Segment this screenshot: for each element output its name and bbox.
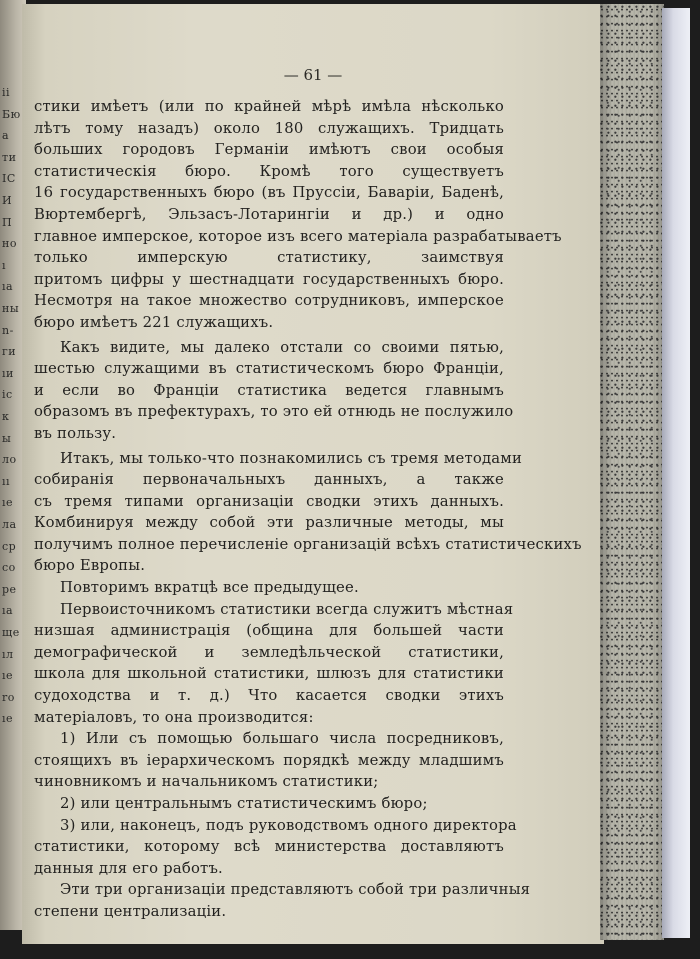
- adjacent-page-text-fragment: ıа: [2, 604, 14, 618]
- text-line: лѣтъ тому назадъ) около 180 служащихъ. Тридцать: [34, 119, 504, 137]
- text-line: Первоисточникомъ статистики всегда служитъ мѣстная: [60, 600, 514, 618]
- text-line: шестью служащими въ статистическомъ бюро Франціи,: [34, 360, 504, 378]
- adjacent-page-text-fragment: ıе: [2, 496, 14, 510]
- text-line: Комбинируя между собой эти различные методы, мы: [34, 514, 504, 532]
- text-line: 3) или, наконецъ, подъ руководствомъ одного директора: [60, 816, 517, 834]
- adjacent-page-text-fragment: П: [2, 215, 13, 229]
- adjacent-page-text-fragment: ла: [2, 518, 17, 531]
- book-cover-edge: [662, 8, 690, 938]
- adjacent-page-text-fragment: Бю: [2, 107, 21, 121]
- adjacent-page-text-fragment: ы: [2, 431, 12, 445]
- text-line: и если во Франціи статистика ведется главнымъ: [34, 381, 504, 399]
- text-line: Эти три организаціи представляютъ собой три различныя: [60, 881, 531, 899]
- text-line: Итакъ, мы только-что познакомились съ тремя методами: [60, 449, 523, 467]
- adjacent-page-text-fragment: ic: [2, 388, 13, 402]
- adjacent-page-text-fragment: ıе: [2, 712, 14, 726]
- text-line: бюро Европы.: [34, 557, 146, 575]
- adjacent-page-text-fragment: ти: [2, 150, 17, 164]
- text-line: статистики, которому всѣ министерства доставляютъ: [34, 838, 504, 856]
- book-page: [22, 4, 604, 944]
- text-line: 2) или центральнымъ статистическимъ бюро;: [60, 795, 428, 812]
- text-line: 1) Или съ помощью большаго числа посредниковъ,: [60, 730, 504, 748]
- adjacent-page-text-fragment: IC: [2, 172, 16, 186]
- text-line: только имперскую статистику, заимствуя: [34, 249, 504, 267]
- adjacent-page-text-fragment: ı: [2, 258, 7, 272]
- page-number: — 61 —: [283, 66, 343, 84]
- text-line: степени централизаціи.: [34, 902, 227, 920]
- text-line: съ тремя типами организаціи сводки этихъ данныхъ.: [34, 492, 504, 510]
- text-line: собиранія первоначальныхъ данныхъ, а также: [34, 471, 504, 489]
- adjacent-page-text-fragment: ны: [2, 302, 20, 315]
- adjacent-page-text-fragment: но: [2, 237, 17, 251]
- page-edge-stack: [600, 4, 664, 940]
- adjacent-page-text-fragment: ıı: [2, 474, 11, 488]
- text-line: чиновникомъ и начальникомъ статистики;: [34, 773, 379, 791]
- text-line: судоходства и т. д.) Что касается сводки этихъ: [34, 687, 504, 705]
- text-line: низшая администрація (община для большей части: [34, 622, 504, 640]
- page-body-text: [34, 96, 582, 923]
- text-line: получимъ полное перечисленіе организацій всѣхъ статистическихъ: [34, 535, 582, 553]
- adjacent-page-text-fragment: И: [2, 194, 13, 207]
- adjacent-page-text-fragment: ги: [2, 345, 17, 359]
- text-line: образомъ въ префектурахъ, то это ей отнюдь не послужило: [34, 403, 514, 421]
- adjacent-page-text-fragment: ıе: [2, 669, 14, 683]
- adjacent-page-text-fragment: со: [2, 561, 16, 575]
- text-line: демографической и земледѣльческой статистики,: [34, 643, 504, 661]
- adjacent-page-text-fragment: ii: [2, 86, 11, 99]
- text-line: притомъ цифры у шестнадцати государственныхъ бюро.: [34, 270, 504, 288]
- text-line: Вюртембергѣ, Эльзасъ-Лотарингіи и др.) и одно: [34, 205, 504, 223]
- text-line: школа для школьной статистики, шлюзъ для статистики: [34, 665, 504, 683]
- text-line: статистическія бюро. Кромѣ того существуетъ: [34, 162, 504, 180]
- text-line: въ пользу.: [34, 424, 117, 442]
- adjacent-page-text-fragment: a: [2, 129, 10, 143]
- adjacent-page-text-fragment: к: [2, 410, 10, 423]
- adjacent-page-text-fragment: ıл: [2, 647, 14, 661]
- adjacent-page-text-fragment: ro: [2, 690, 15, 704]
- text-line: бюро имѣетъ 221 служащихъ.: [34, 313, 274, 331]
- text-line: стики имѣетъ (или по крайней мѣрѣ имѣла нѣсколько: [34, 98, 504, 115]
- text-line: матеріаловъ, то она производится:: [34, 708, 314, 726]
- text-line: стоящихъ въ іерархическомъ порядкѣ между младшимъ: [34, 751, 504, 769]
- text-line: Какъ видите, мы далеко отстали со своими пятью,: [60, 338, 504, 356]
- adjacent-page-text-fragment: ре: [2, 582, 17, 596]
- text-line: Повторимъ вкратцѣ все предыдущее.: [60, 579, 359, 597]
- text-line: главное имперское, которое изъ всего матеріала разрабатываетъ: [34, 227, 562, 245]
- adjacent-page-text-fragment: ло: [2, 453, 17, 467]
- adjacent-page-text-fragment: ще: [2, 626, 20, 639]
- adjacent-page-text-fragment: ıа: [2, 280, 14, 294]
- text-line: Несмотря на такое множество сотрудниковъ, имперское: [34, 292, 504, 310]
- adjacent-page-text-fragment: ср: [2, 539, 17, 553]
- text-line: данныя для его работъ.: [34, 859, 223, 877]
- adjacent-page-text-fragment: ıи: [2, 366, 14, 380]
- adjacent-page-text-fragment: n-: [2, 323, 14, 337]
- text-line: 16 государственныхъ бюро (въ Пруссіи, Баваріи, Баденѣ,: [34, 184, 504, 202]
- text-line: больших городовъ Германіи имѣютъ свои особыя: [34, 141, 504, 159]
